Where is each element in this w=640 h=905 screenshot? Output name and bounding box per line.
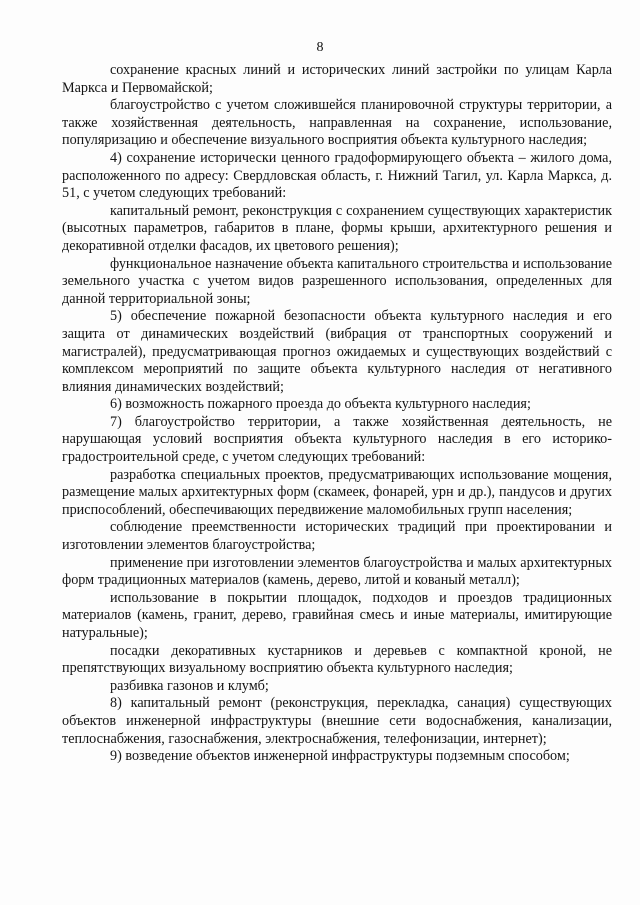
paragraph-traditions: соблюдение преемственности исторических традиций при проектировании и изготовлении элементов благоустройства; [62,519,612,554]
paragraph-red-lines: сохранение красных линий и исторических линий застройки по улицам Карла Маркса и Первомайской; [62,62,612,96]
page-number: 8 [316,40,324,55]
paragraph-plantings: посадки декоративных кустарников и деревьев с компактной кроной, не препятствующих визуальному восприятию объекта культурного наследия; [62,642,612,677]
paragraph-special-projects: разработка специальных проектов, предусматривающих использование мощения, размещение малых архитектурных форм (скамеек, фонарей, урн и др.), пандусов и других приспособлений, обеспечивающих передвижение маломобильных групп населения; [62,466,612,518]
paragraph-item-6: 6) возможность пожарного проезда до объекта культурного наследия; [110,396,531,413]
paragraph-landscaping-structure: благоустройство с учетом сложившейся планировочной структуры территории, а также хозяйственная деятельность, направленная на сохранение, использование, популяризацию и обеспечение визуального восприятия объекта культурного наследия; [62,97,612,149]
paragraph-materials: применение при изготовлении элементов благоустройства и малых архитектурных форм традиционных материалов (камень, дерево, литой и кованый металл); [62,554,612,589]
paragraph-coverings: использование в покрытии площадок, подходов и проездов традиционных материалов (камень, гранит, дерево, гравийная смесь и иные материалы, имитирующие натуральные); [62,589,612,641]
document-body [62,62,612,766]
paragraph-item-8: 8) капитальный ремонт (реконструкция, перекладка, санация) существующих объектов инженерной инфраструктуры (внешние сети водоснабжения, канализации, теплоснабжения, газоснабжения, электроснабжения, телефонизации, интернет); [62,695,612,747]
paragraph-item-5: 5) обеспечение пожарной безопасности объекта культурного наследия и его защита от динамических воздействий (вибрация от транспортных сооружений и магистралей), предусматривающая прогноз ожидаемых и существующих воздействий с комплексом мероприятий по защите объекта культурного наследия от негативного влияния динамических воздействий; [62,308,612,395]
paragraph-item-7: 7) благоустройство территории, а также хозяйственная деятельность, не нарушающая условий восприятия объекта культурного наследия в его историко-градостроительной среде, с учетом следующих требований: [62,413,612,466]
paragraph-capital-repair: капитальный ремонт, реконструкция с сохранением существующих характеристик (высотных параметров, габаритов в плане, формы крыши, архитектурного решения и декоративной отделки фасадов, их цветового решения); [62,202,612,254]
paragraph-item-4: 4) сохранение исторически ценного градоформирующего объекта – жилого дома, расположенного по адресу: Свердловская область, г. Нижний Тагил, ул. Карла Маркса, д. 51, с учетом следующих требований: [62,149,612,202]
paragraph-item-9: 9) возведение объектов инженерной инфраструктуры подземным способом; [110,748,570,765]
paragraph-functional-purpose: функциональное назначение объекта капитального строительства и использование земельного участка с учетом видов разрешенного использования, определенных для данной территориальной зоны; [62,255,612,307]
paragraph-lawns: разбивка газонов и клумб; [110,677,269,694]
